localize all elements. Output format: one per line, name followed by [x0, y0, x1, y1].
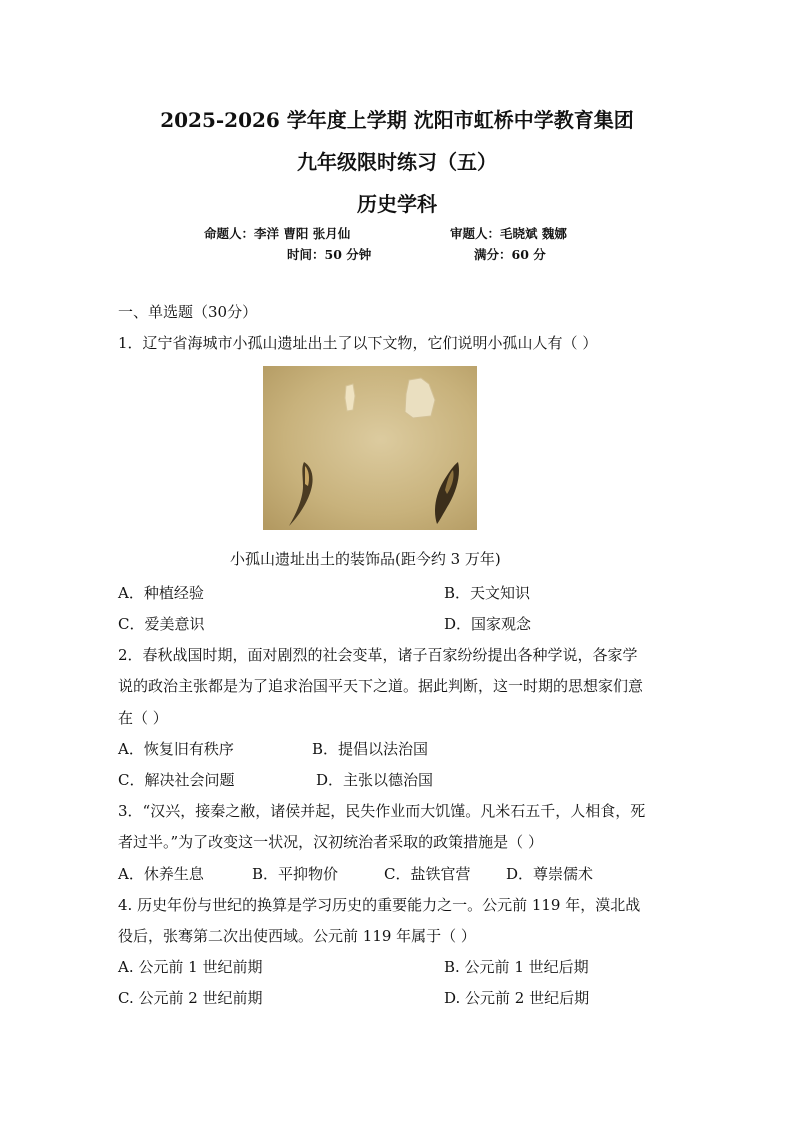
proposers: 命题人：李洋 曹阳 张月仙: [204, 226, 351, 241]
artifact-photo: [263, 366, 477, 530]
q2-stem-line1: 2．春秋战国时期，面对剧烈的社会变革，诸子百家纷纷提出各种学说，各家学: [118, 646, 638, 664]
q2-stem-line2: 说的政治主张都是为了追求治国平天下之道。据此判断，这一时期的思想家们意: [118, 677, 644, 695]
q1-option-c[interactable]: C．爱美意识: [118, 615, 205, 633]
q2-option-b[interactable]: B．提倡以法治国: [312, 740, 429, 758]
q1-option-a[interactable]: A．种植经验: [118, 584, 204, 602]
artifact-photo-drawing: [263, 366, 477, 530]
q4-option-d[interactable]: D. 公元前 2 世纪后期: [444, 989, 590, 1007]
q2-option-d[interactable]: D．主张以德治国: [316, 771, 434, 789]
full-score: 满分：60 分: [474, 247, 546, 262]
section-heading: 一、单选题（30分）: [118, 303, 258, 321]
q1-option-d[interactable]: D．国家观念: [444, 615, 532, 633]
exam-time: 时间：50 分钟: [287, 247, 372, 262]
reviewers: 审题人：毛晓斌 魏娜: [450, 226, 567, 241]
q1-stem: 1．辽宁省海城市小孤山遗址出土了以下文物，它们说明小孤山人有（ ）: [118, 334, 598, 352]
q2-option-a[interactable]: A．恢复旧有秩序: [118, 740, 234, 758]
q4-option-b[interactable]: B. 公元前 1 世纪后期: [444, 958, 589, 976]
q2-stem-line3: 在（ ）: [118, 709, 168, 727]
q4-stem-line1: 4. 历史年份与世纪的换算是学习历史的重要能力之一。公元前 119 年，漠北战: [118, 896, 641, 914]
photo-caption: 小孤山遗址出土的装饰品(距今约 3 万年): [230, 550, 501, 568]
q3-option-a[interactable]: A．休养生息: [118, 865, 204, 883]
q3-option-b[interactable]: B．平抑物价: [252, 865, 339, 883]
q4-option-c[interactable]: C. 公元前 2 世纪前期: [118, 989, 263, 1007]
q3-stem-line1: 3．“汉兴，接秦之敝，诸侯并起，民失作业而大饥馑。凡米石五千，人相食，死: [118, 802, 646, 820]
q4-option-a[interactable]: A. 公元前 1 世纪前期: [118, 958, 263, 976]
q3-option-c[interactable]: C．盐铁官营: [384, 865, 471, 883]
title-line1: 2025-2026 学年度上学期 沈阳市虹桥中学教育集团: [160, 108, 634, 132]
q2-option-c[interactable]: C．解决社会问题: [118, 771, 235, 789]
title-line3: 历史学科: [357, 192, 437, 216]
q4-stem-line2: 役后，张骞第二次出使西域。公元前 119 年属于（ ）: [118, 927, 476, 945]
q3-stem-line2: 者过半。”为了改变这一状况，汉初统治者采取的政策措施是（ ）: [118, 833, 543, 851]
title-line2: 九年级限时练习（五）: [297, 150, 497, 174]
q3-option-d[interactable]: D．尊崇儒术: [506, 865, 594, 883]
q1-option-b[interactable]: B．天文知识: [444, 584, 531, 602]
